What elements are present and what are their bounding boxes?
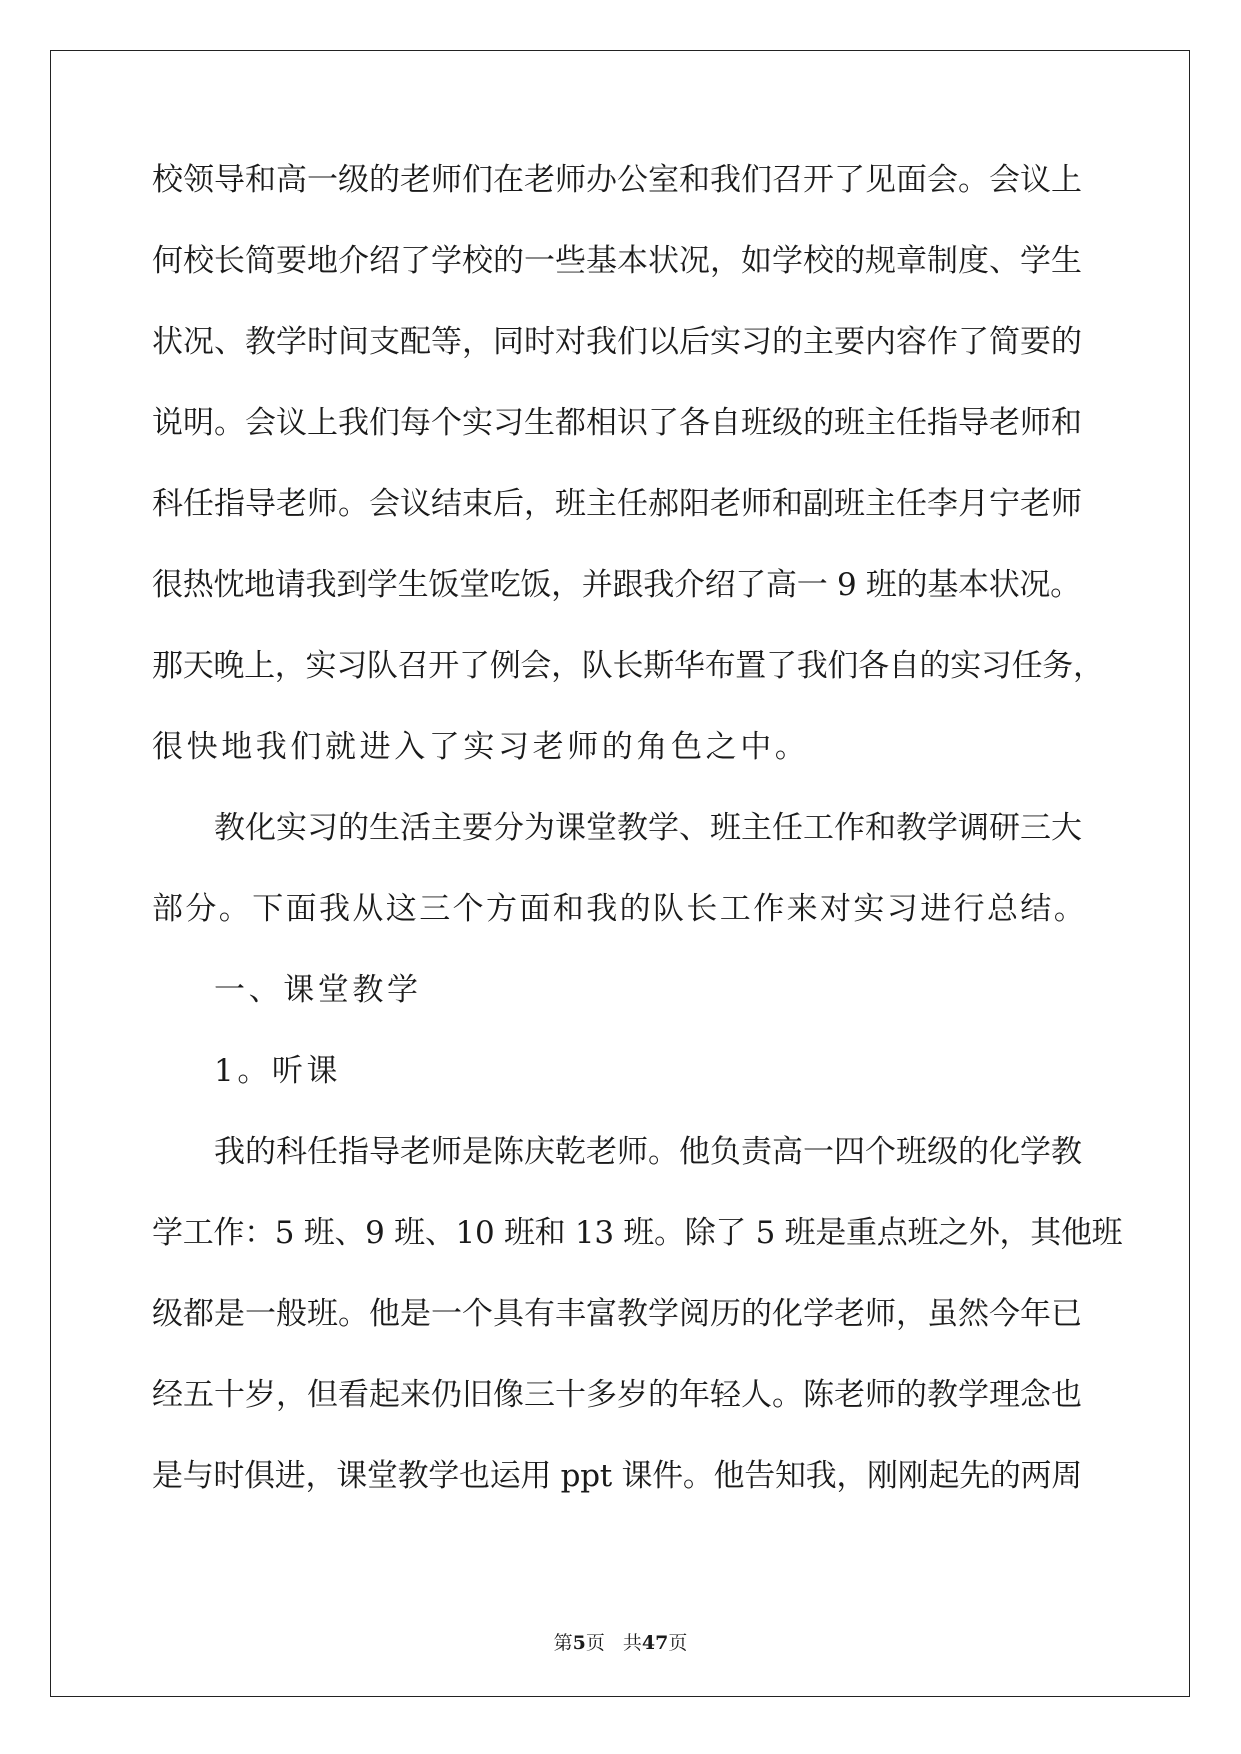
paragraph-line: 状况、教学时间支配等，同时对我们以后实习的主要内容作了简要的 [152, 324, 1082, 360]
paragraph-line: 校领导和高一级的老师们在老师办公室和我们召开了见面会。会议上 [152, 162, 1082, 198]
footer-total-suffix: 页 [668, 1632, 688, 1654]
paragraph-line: 我的科任指导老师是陈庆乾老师。他负责高一四个班级的化学教 [214, 1134, 1082, 1170]
current-page-number: 5 [572, 1632, 586, 1654]
paragraph-line: 那天晚上，实习队召开了例会，队长斯华布置了我们各自的实习任务， [152, 648, 1104, 684]
paragraph-line: 很快地我们就进入了实习老师的角色之中。 [152, 729, 810, 765]
document-body [152, 156, 1123, 1533]
paragraph-line: 很热忱地请我到学生饭堂吃饭，并跟我介绍了高一 9 班的基本状况。 [152, 567, 1081, 603]
paragraph-line: 是与时俱进，课堂教学也运用 ppt 课件。他告知我，刚刚起先的两周 [152, 1458, 1082, 1494]
paragraph-line: 级都是一般班。他是一个具有丰富教学阅历的化学老师，虽然今年已 [152, 1296, 1082, 1332]
page-footer [0, 1628, 1241, 1655]
footer-page-suffix: 页 [585, 1632, 605, 1654]
total-page-count: 47 [641, 1632, 669, 1654]
paragraph-line: 说明。会议上我们每个实习生都相识了各自班级的班主任指导老师和 [152, 405, 1082, 441]
paragraph-line: 部分。下面我从这三个方面和我的队长工作来对实习进行总结。 [152, 891, 1088, 927]
paragraph-line: 教化实习的生活主要分为课堂教学、班主任工作和教学调研三大 [214, 810, 1082, 846]
paragraph-line: 何校长简要地介绍了学校的一些基本状况，如学校的规章制度、学生 [152, 243, 1082, 279]
footer-prefix: 第 [553, 1632, 573, 1654]
subsection-heading: 1。听课 [214, 1053, 342, 1089]
paragraph-line: 学工作：5 班、9 班、10 班和 13 班。除了 5 班是重点班之外，其他班 [152, 1215, 1123, 1251]
paragraph-line: 科任指导老师。会议结束后，班主任郝阳老师和副班主任李月宁老师 [152, 486, 1082, 522]
footer-total-prefix: 共 [622, 1632, 642, 1654]
paragraph-line: 经五十岁，但看起来仍旧像三十多岁的年轻人。陈老师的教学理念也 [152, 1377, 1082, 1413]
section-heading: 一、课堂教学 [214, 972, 422, 1008]
